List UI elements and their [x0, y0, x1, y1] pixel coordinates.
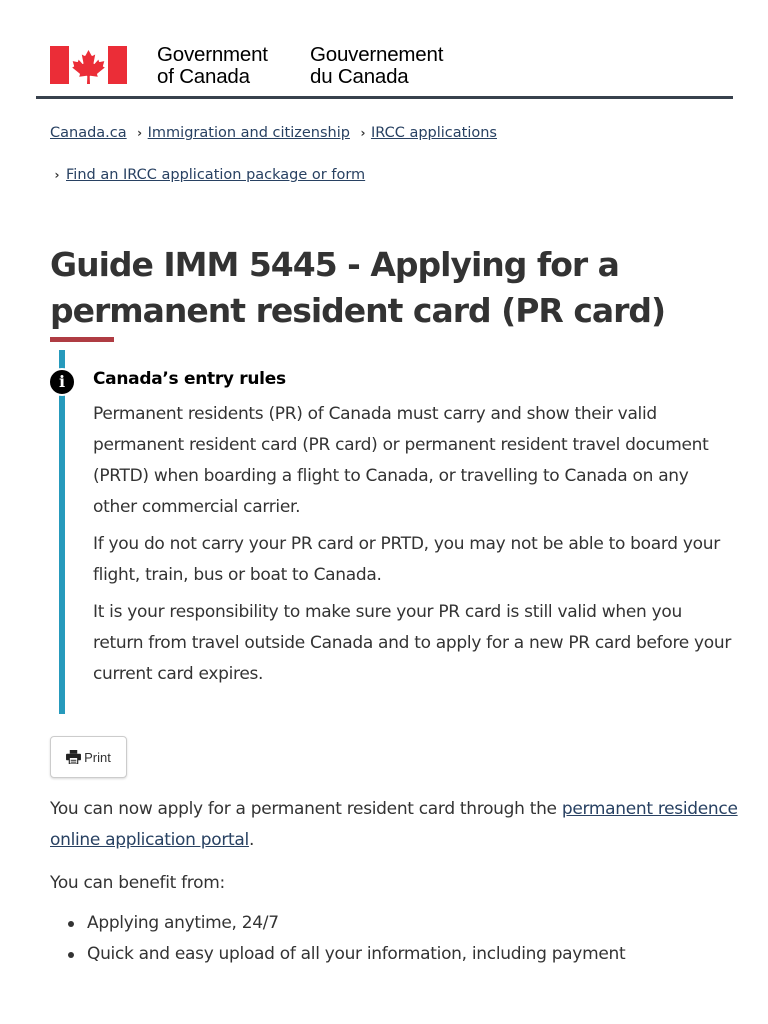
breadcrumb-row-1 [50, 120, 740, 146]
breadcrumb-link-immigration[interactable]: Immigration and citizenship [147, 125, 350, 141]
alert-body [93, 399, 733, 696]
breadcrumb-link-ircc-applications[interactable]: IRCC applications [370, 125, 497, 141]
breadcrumb-row-2 [50, 162, 740, 188]
page-title: Guide IMM 5445 - Applying for a permanent resident card (PR card) [50, 245, 666, 330]
breadcrumb-link-find-package[interactable]: Find an IRCC application package or form [66, 167, 366, 183]
breadcrumb-link-canada-ca[interactable]: Canada.ca [50, 125, 127, 141]
intro-text-end: . [248, 830, 255, 850]
alert-accent-bar [59, 350, 65, 714]
print-icon [66, 750, 81, 764]
breadcrumb [50, 120, 740, 188]
chevron-right-icon: › [360, 126, 366, 140]
alert-title: Canada’s entry rules [93, 369, 286, 389]
signature-en-line1: Government [157, 43, 268, 66]
signature-french [310, 44, 443, 88]
info-alert [58, 350, 732, 714]
chevron-right-icon: › [54, 168, 60, 182]
list-item: Quick and easy upload of all your information, including payment [50, 939, 740, 970]
alert-paragraph-1: Permanent residents (PR) of Canada must carry and show their valid permanent resident card (PR card) or permanent resident travel document (PRTD) when boarding a flight to Canada, or travelling to Canada on any other commercial carrier. [93, 404, 709, 517]
site-header [36, 44, 733, 99]
online-portal-link[interactable]: permanent residence online application portal [50, 799, 738, 850]
signature-fr-line1: Gouvernement [310, 43, 444, 66]
info-circle-icon: i [48, 368, 76, 396]
alert-paragraph-2: If you do not carry your PR card or PRTD, you may not be able to board your flight, train, bus or boat to Canada. [93, 534, 720, 585]
list-item: Applying anytime, 24/7 [50, 908, 740, 939]
benefits-intro: You can benefit from: [50, 873, 225, 893]
print-button[interactable] [50, 736, 127, 778]
canada-flag-icon[interactable] [50, 46, 127, 84]
intro-text: You can now apply for a permanent resident card through the [50, 799, 562, 819]
signature-fr-line2: du Canada [310, 65, 409, 88]
chevron-right-icon: › [137, 126, 143, 140]
title-underline [50, 337, 114, 342]
intro-paragraph [50, 794, 740, 856]
alert-paragraph-3: It is your responsibility to make sure your PR card is still valid when you return from travel outside Canada and to apply for a new PR card before your current card expires. [93, 602, 732, 684]
signature-en-line2: of Canada [157, 65, 250, 88]
signature-english [157, 44, 268, 88]
benefits-list [50, 908, 740, 970]
print-button-label: Print [84, 749, 111, 765]
